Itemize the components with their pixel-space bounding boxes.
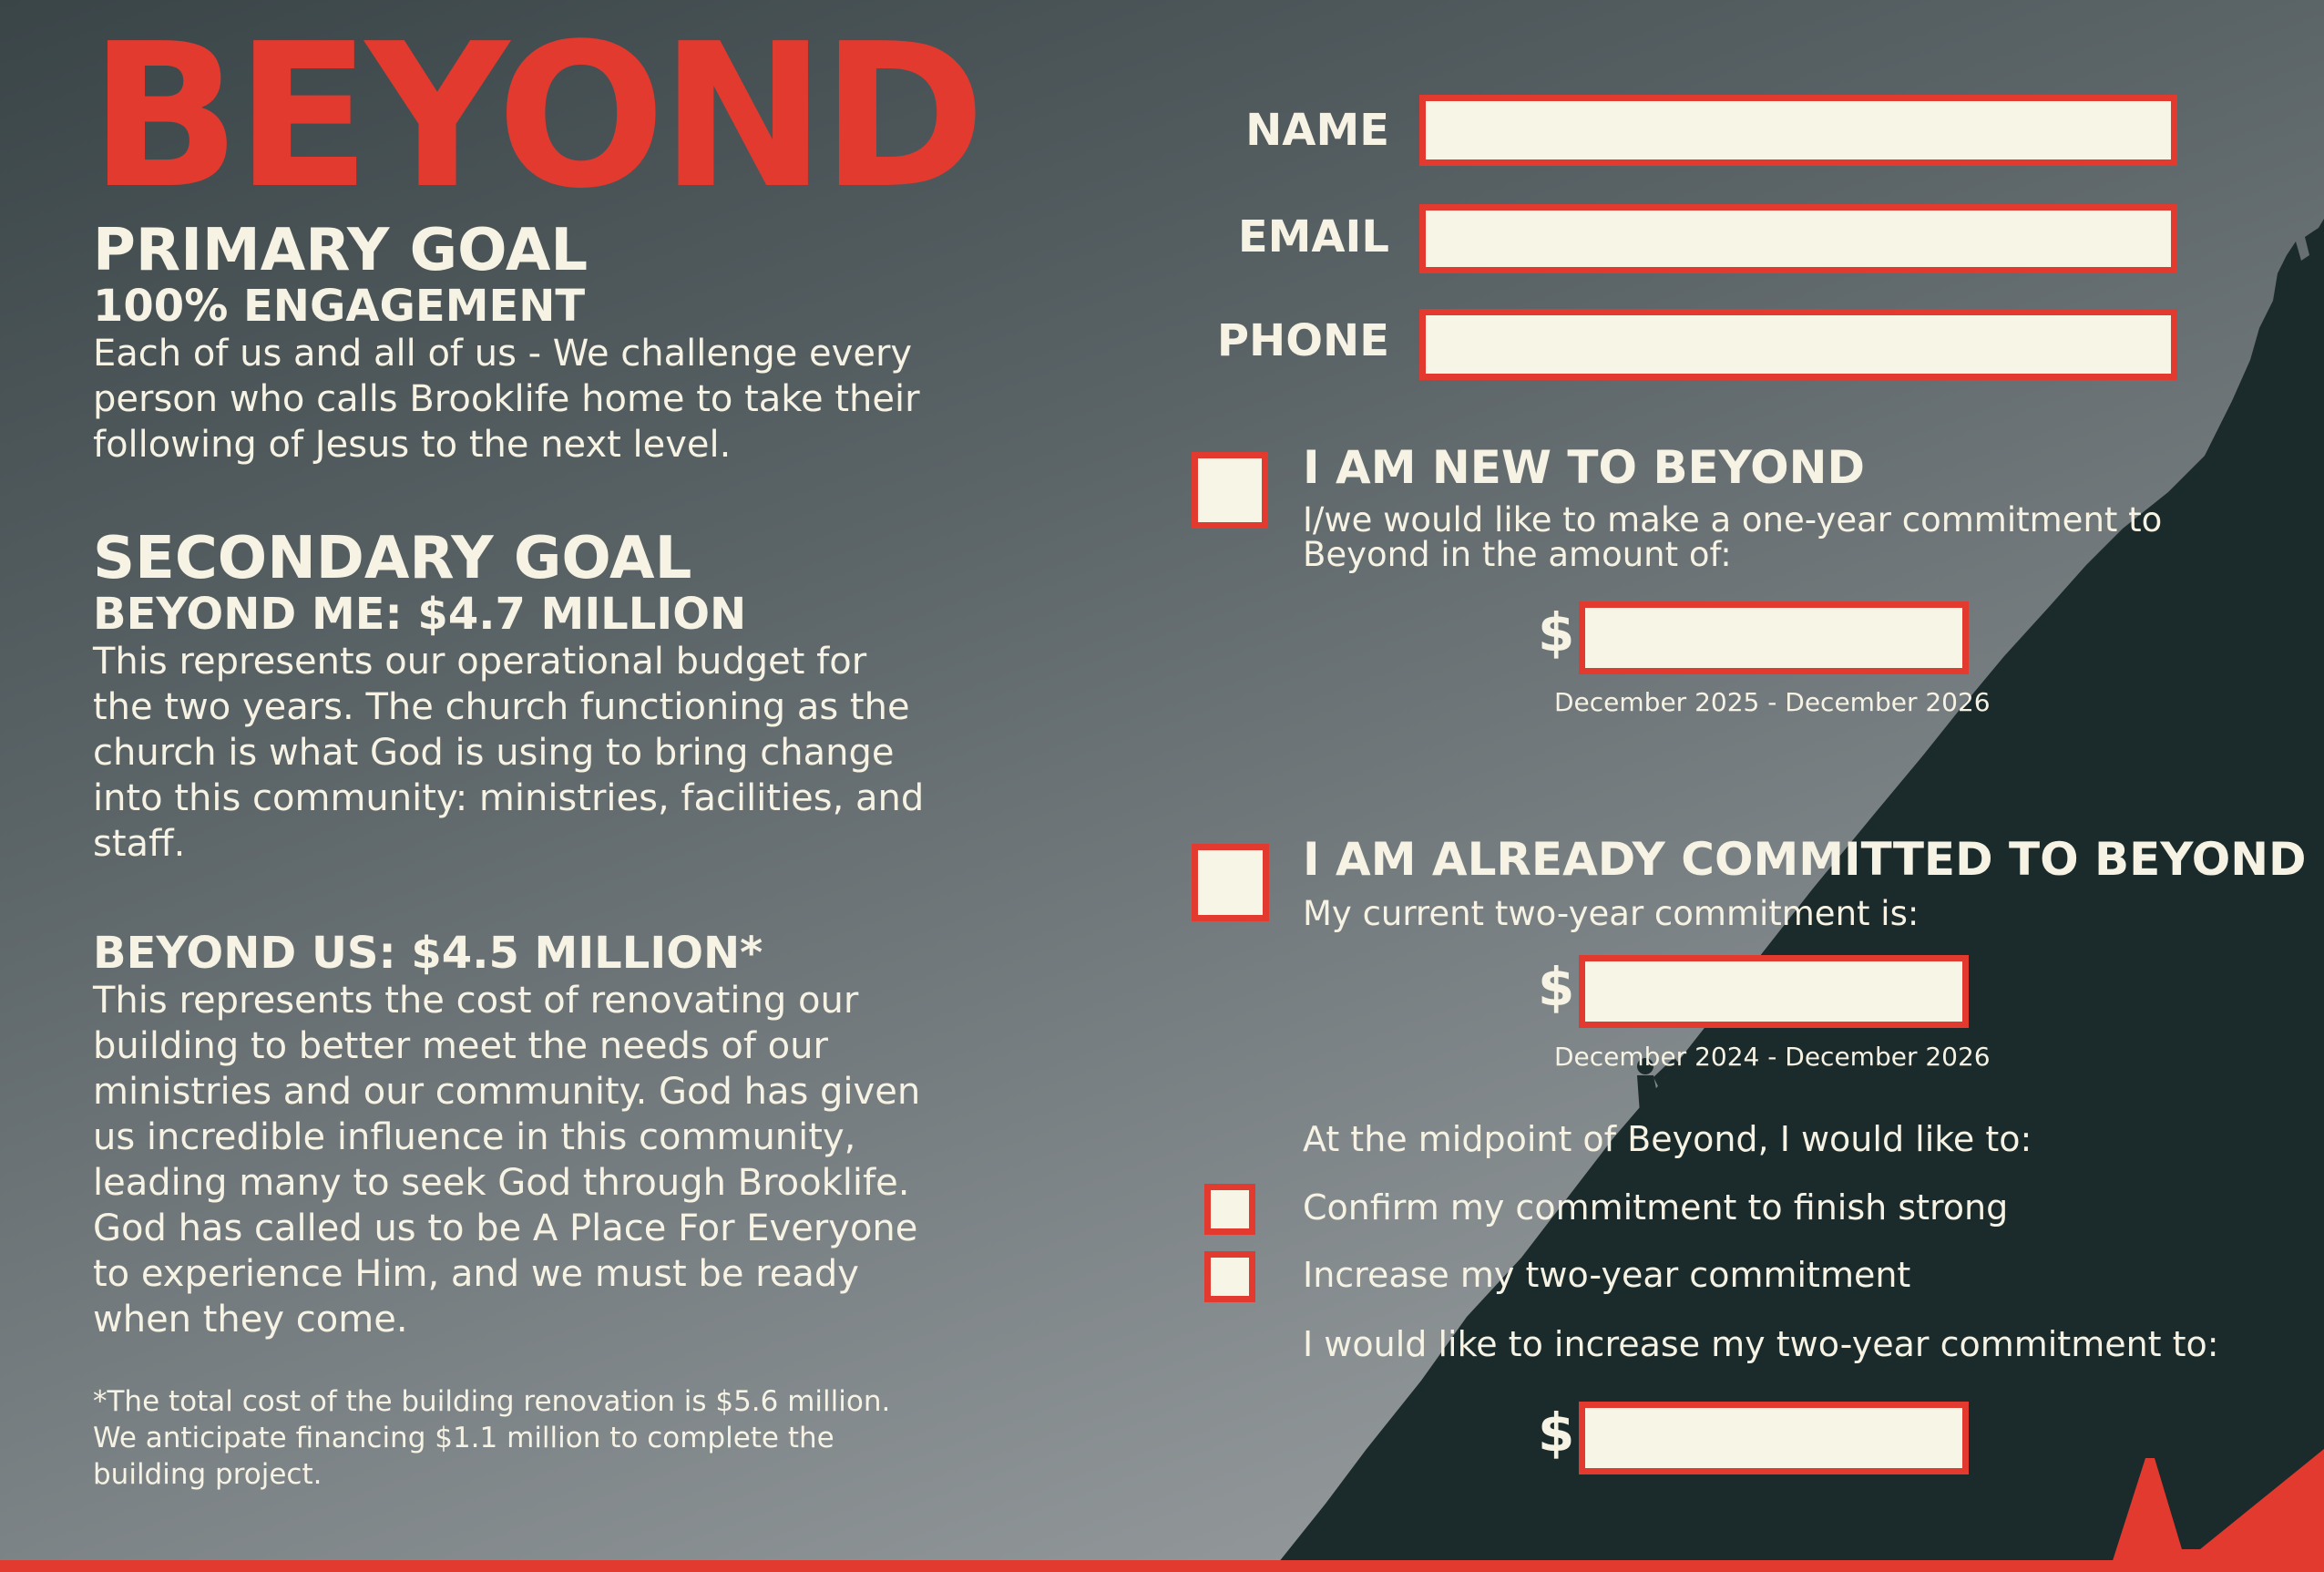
already-committed-heading: I AM ALREADY COMMITTED TO BEYOND	[1303, 833, 2307, 886]
email-label: EMAIL	[1237, 211, 1389, 262]
increase-commitment-checkbox[interactable]	[1204, 1251, 1255, 1302]
beyond-us-text: This represents the cost of renovating our building to better meet the needs of our ministries and our community. God has given us incredible influence in this community, leading many to seek God through Brooklife. God has called us to be A Place For Everyone to experience Him, and we must be ready when they come.	[93, 979, 921, 1341]
current-commitment-field[interactable]	[1579, 955, 1969, 1028]
currency-symbol: $	[1538, 601, 1575, 663]
bottom-accent-bar	[0, 1560, 2324, 1572]
beyond-me-heading: BEYOND ME: $4.7 MILLION	[93, 589, 747, 641]
current-commitment-text: My current two-year commitment is:	[1303, 894, 1920, 933]
one-year-amount-field[interactable]	[1579, 601, 1969, 674]
committed-date-range: December 2024 - December 2026	[1554, 1042, 1991, 1072]
new-to-beyond-text: I/we would like to make a one-year commitment to Beyond in the amount of:	[1303, 500, 2163, 574]
primary-goal-subheading: 100% ENGAGEMENT	[93, 281, 586, 333]
primary-goal-text: Each of us and all of us - We challenge every person who calls Brooklife home to take their following of Jesus to the next level.	[93, 333, 920, 467]
new-to-beyond-checkbox[interactable]	[1192, 452, 1268, 529]
primary-goal-heading: PRIMARY GOAL	[93, 217, 589, 284]
secondary-goal-section	[93, 527, 995, 867]
currency-symbol: $	[1538, 956, 1575, 1018]
increase-amount-field[interactable]	[1579, 1402, 1969, 1474]
beyond-us-heading: BEYOND US: $4.5 MILLION*	[93, 928, 763, 979]
increase-commitment-label: Increase my two-year commitment	[1303, 1255, 1911, 1295]
page-title: BEYOND	[89, 2, 980, 232]
new-date-range: December 2025 - December 2026	[1554, 687, 1991, 717]
confirm-commitment-label: Confirm my commitment to finish strong	[1303, 1187, 2009, 1228]
name-field[interactable]	[1419, 95, 2177, 166]
beyond-us-section	[93, 930, 1004, 1342]
midpoint-text: At the midpoint of Beyond, I would like to:	[1303, 1119, 2032, 1159]
already-committed-checkbox[interactable]	[1192, 844, 1269, 921]
phone-label: PHONE	[1216, 315, 1389, 366]
secondary-goal-heading: SECONDARY GOAL	[93, 525, 692, 592]
beyond-me-text: This represents our operational budget for the two years. The church functioning as the church is what God is using to bring change into this community: ministries, facilities, and staff.	[93, 641, 925, 866]
increase-amount-text: I would like to increase my two-year commitment to:	[1303, 1324, 2219, 1364]
email-field[interactable]	[1419, 204, 2177, 273]
name-label: NAME	[1245, 105, 1389, 156]
currency-symbol: $	[1538, 1402, 1575, 1464]
confirm-commitment-checkbox[interactable]	[1204, 1184, 1255, 1235]
phone-field[interactable]	[1419, 309, 2177, 380]
new-to-beyond-heading: I AM NEW TO BEYOND	[1303, 441, 1865, 494]
primary-goal-section	[93, 219, 986, 467]
footnote: *The total cost of the building renovation is $5.6 million. We anticipate financing $1.1 million to complete the building project.	[93, 1385, 891, 1491]
